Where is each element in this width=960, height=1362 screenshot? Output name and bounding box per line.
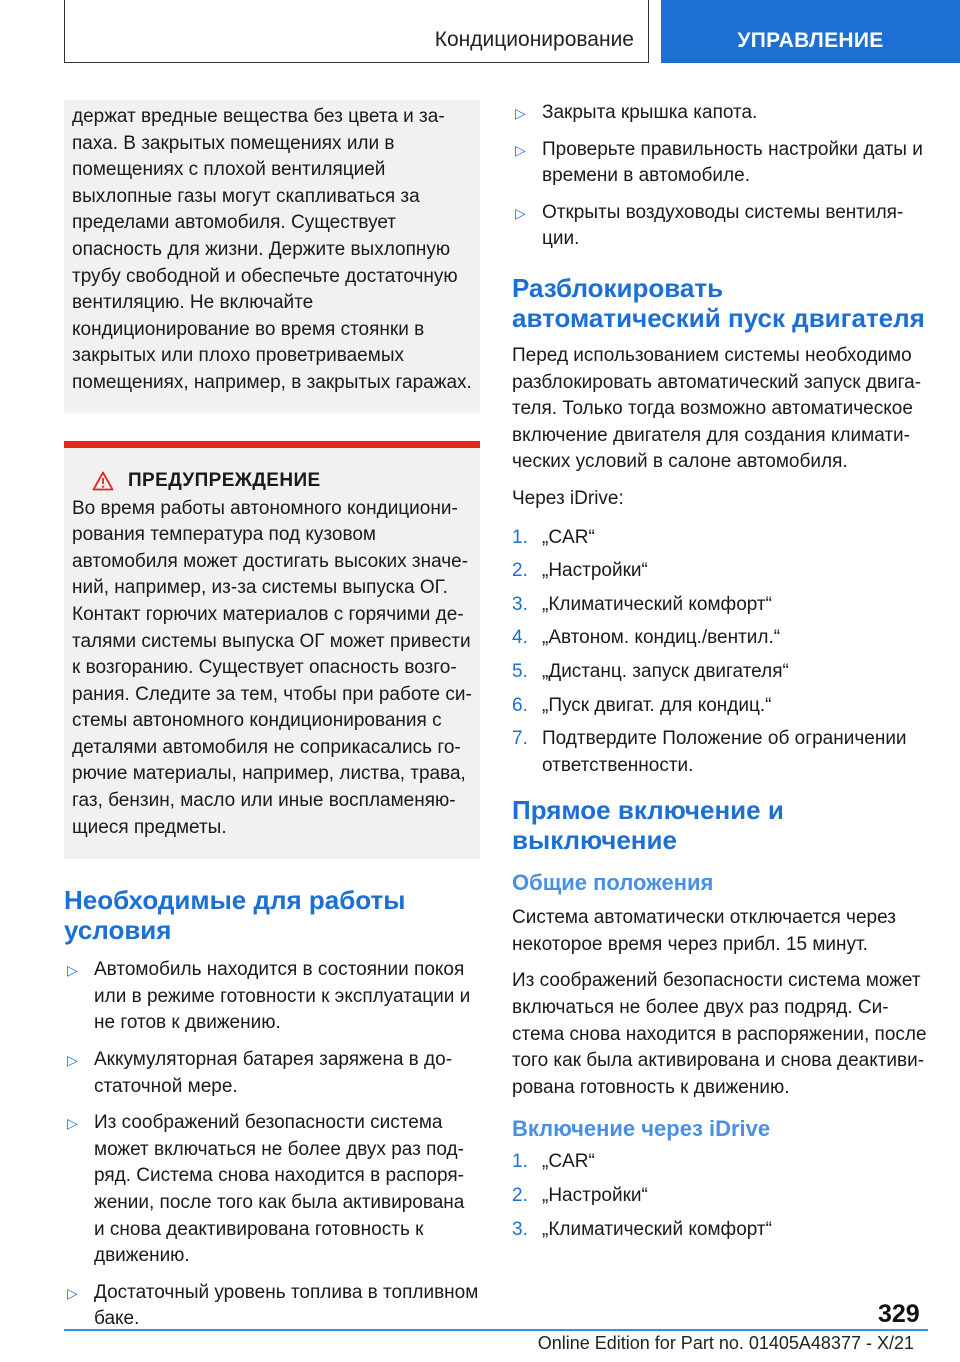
list-item: ▷ Закрыта крышка капота. xyxy=(512,100,928,127)
header-section-title: Кондиционирование xyxy=(434,28,634,51)
header-section-tab xyxy=(64,0,649,63)
warning-title: ПРЕДУПРЕЖДЕНИЕ xyxy=(128,469,321,491)
list-item: 1. „CAR“ xyxy=(512,1151,595,1173)
warning-bar xyxy=(64,441,480,448)
idrive-heading: Включение через iDrive xyxy=(512,1116,771,1142)
list-item: ▷ Аккумуляторная батарея заряжена в достаточной мере. xyxy=(67,1049,453,1097)
list-item: ▷ Из соображений безопасности система может включаться не более двух раз подряд. Система снова находится в распоряжении, после того как была активирована и снова деактивирована готовность к движению. xyxy=(67,1112,465,1267)
conditions-heading: Необходимые для работы условия xyxy=(64,885,406,946)
triangle-bullet-icon: ▷ xyxy=(67,1284,78,1301)
general-heading: Общие положения xyxy=(512,870,714,896)
header-chapter-title: УПРАВЛЕНИЕ xyxy=(737,28,884,52)
unlock-steps-list xyxy=(512,525,928,780)
conditions-list-continued xyxy=(512,100,928,253)
warning-text: Во время работы автономного кондиционирования температура под кузовом автомобиля может достигать высоких значений, например, из-за системы выпуска ОГ. Контакт горючих материалов с горячими деталями системы выпуска ОГ может привести к возгоранию. Существует опасность возгорания. Следите за тем, чтобы при работе системы автономного кондиционирования с деталями автомобиля не соприкасались горючие материалы, например, листва, трава, газ, бензин, масло или иные воспламеняющиеся предметы. xyxy=(72,497,472,838)
idrive-steps-list xyxy=(512,1149,928,1243)
triangle-bullet-icon: ▷ xyxy=(515,204,526,221)
left-column xyxy=(64,100,480,1343)
warning-triangle-icon xyxy=(92,471,114,491)
warning-header xyxy=(92,470,472,492)
list-item: 5. „Дистанц. запуск двигателя“ xyxy=(512,660,789,682)
triangle-bullet-icon: ▷ xyxy=(515,105,526,121)
warning-box xyxy=(64,448,480,860)
triangle-bullet-icon: ▷ xyxy=(515,141,526,158)
conditions-list xyxy=(64,957,480,1333)
list-item: 2. „Настройки“ xyxy=(512,560,648,582)
list-item: ▷ Достаточный уровень топлива в топливном баке. xyxy=(67,1281,479,1330)
grey-note-text: держат вредные вещества без цвета и запаха. В закрытых помещениях или в помещениях с плохой вентиляцией выхлопные газы могут скапливаться за пределами автомобиля. Существует опасность для жизни. Держите выхлопную трубу свободной и обеспечьте достаточную вентиляцию. Не включайте кондиционирование во время стоянки в закрытых или плохо проветриваемых помещениях, например, в закрытых гаражах. xyxy=(72,106,472,393)
right-column xyxy=(512,100,928,1250)
triangle-bullet-icon: ▷ xyxy=(67,1115,78,1132)
footer-divider xyxy=(64,1329,928,1331)
triangle-bullet-icon: ▷ xyxy=(67,962,78,979)
unlock-paragraph: Перед использованием системы необходимо разблокировать автоматический запуск двигателя. Только тогда возможно автоматическое включение двигателя для создания климатических условий в салоне автомобиля. xyxy=(512,344,922,473)
triangle-bullet-icon: ▷ xyxy=(67,1052,78,1069)
list-item: ▷ Автомобиль находится в состоянии покоя или в режиме готовности к эксплуатации и не готов к движению. xyxy=(67,959,471,1034)
list-item: 6. „Пуск двигат. для кондиц.“ xyxy=(512,694,772,716)
unlock-heading: Разблокировать автоматический пуск двигателя xyxy=(512,272,925,333)
list-item: 1. „CAR“ xyxy=(512,526,595,548)
list-item: ▷ Проверьте правильность настройки даты и времени в автомобиле. xyxy=(515,138,923,187)
footer-edition: Online Edition for Part no. 01405A48377 - X/21 xyxy=(537,1333,914,1353)
header-chapter-tab xyxy=(661,0,960,63)
direct-onoff-heading: Прямое включение и выключение xyxy=(512,795,784,856)
general-paragraph-2: Из соображений безопасности система может включаться не более двух раз подряд. Система снова находится в распоряжении, после того как была активирована и снова деактивирована готовность к движению. xyxy=(512,970,927,1098)
list-item: 3. „Климатический комфорт“ xyxy=(512,1218,772,1240)
page-number: 329 xyxy=(878,1300,920,1328)
list-item: 7. Подтвердите Положение об ограничении ответственности. xyxy=(512,728,907,776)
list-item: 4. „Автоном. кондиц./вентил.“ xyxy=(512,627,781,649)
list-item: ▷ Открыты воздуховоды системы вентиляции. xyxy=(515,201,904,250)
grey-note-box xyxy=(64,100,480,413)
list-item: 2. „Настройки“ xyxy=(512,1185,648,1207)
general-paragraph-1: Система автоматически отключается через некоторое время через прибл. 15 минут. xyxy=(512,907,896,955)
list-item: 3. „Климатический комфорт“ xyxy=(512,593,772,615)
via-idrive-label: Через iDrive: xyxy=(512,487,624,509)
